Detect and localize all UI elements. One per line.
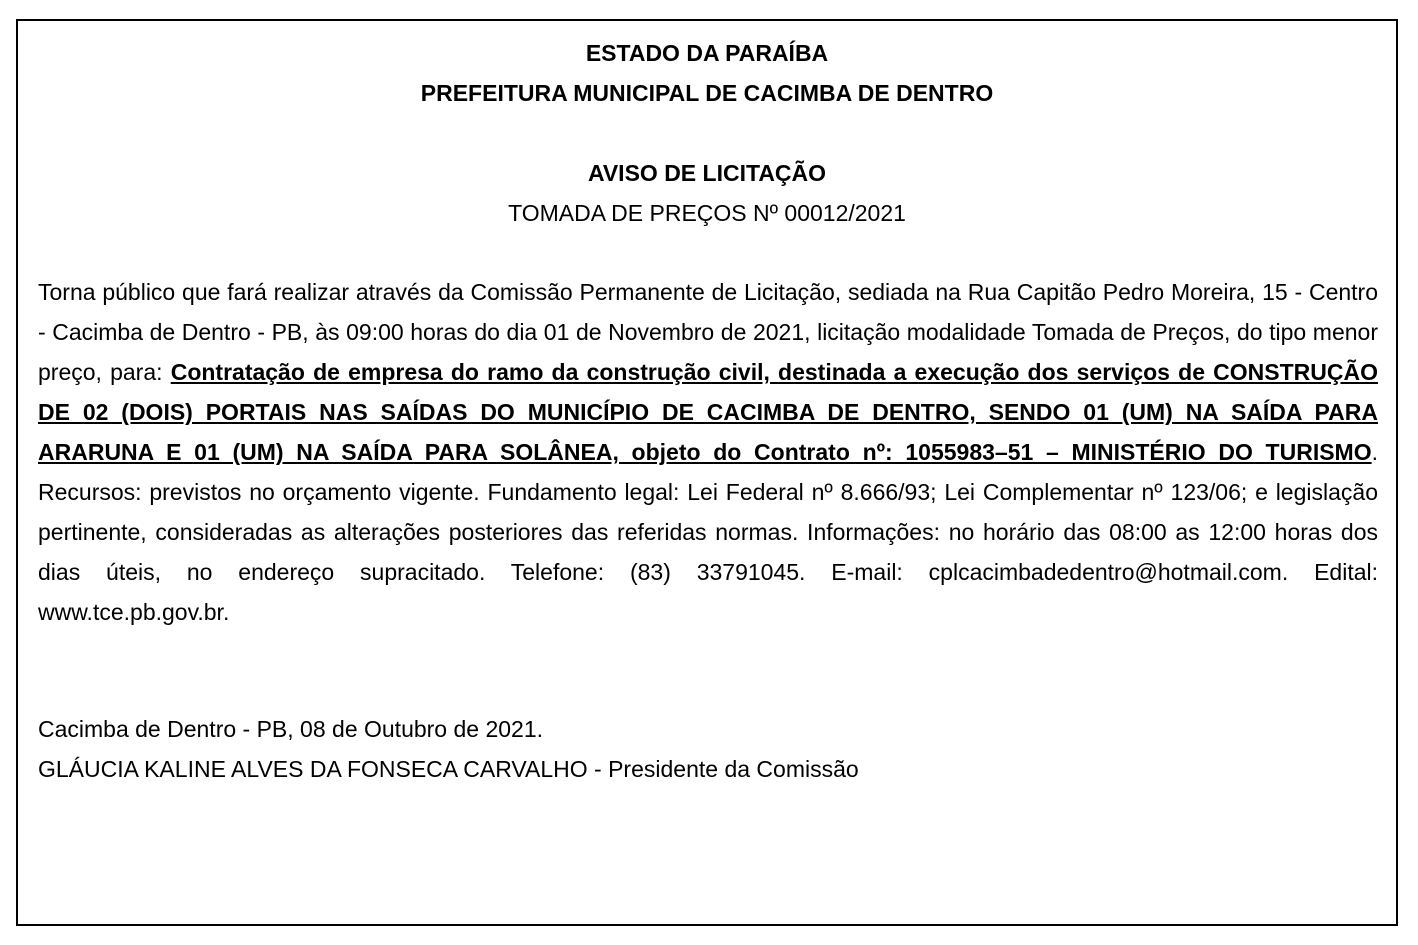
place-date: Cacimba de Dentro - PB, 08 de Outubro de 2021. <box>38 716 544 742</box>
body-rest: . Recursos: previstos no orçamento vigente. Fundamento legal: Lei Federal nº 8.666/93; Lei Complementar nº 123/06; e legislação pertinente, consideradas as alterações posteriores das referidas normas. Informações: no horário das 08:00 as 12:00 horas dos dias úteis, no endereço supracitado. Telefone: (83) 33791045. E-mail: cplcacimbadedentro@hotmail.com. Edital: www.tce.pb.gov.br. <box>38 439 1378 625</box>
notice-subtitle: TOMADA DE PREÇOS Nº 00012/2021 <box>508 200 906 226</box>
title-block <box>18 153 1396 233</box>
header-block <box>18 33 1396 113</box>
state-heading: ESTADO DA PARAÍBA <box>585 40 829 66</box>
notice-title: AVISO DE LICITAÇÃO <box>587 160 827 186</box>
body-intro: Torna público que fará realizar através da Comissão Permanente de Licitação, sediada na Rua Capitão Pedro Moreira, 15 - Centro - Cacimba de Dentro - PB, às 09:00 horas do dia 01 de Novembro de 2021, licitação modalidade Tomada de Preços, do tipo menor preço, para: <box>38 279 1378 385</box>
municipality-heading: PREFEITURA MUNICIPAL DE CACIMBA DE DENTRO <box>420 80 994 106</box>
closing-block <box>38 709 1378 789</box>
notice-box <box>16 19 1398 926</box>
body-object: Contratação de empresa do ramo da construção civil, destinada a execução dos serviços de CONSTRUÇÃO DE 02 (DOIS) PORTAIS NAS SAÍDAS DO MUNICÍPIO DE CACIMBA DE DENTRO, SENDO 01 (UM) NA SAÍDA PARA ARARUNA E 01 (UM) NA SAÍDA PARA SOLÂNEA, objeto do Contrato nº: 1055983–51 – MINISTÉRIO DO TURISMO <box>38 359 1378 465</box>
notice-body <box>38 272 1378 632</box>
signatory: GLÁUCIA KALINE ALVES DA FONSECA CARVALHO - Presidente da Comissão <box>38 756 859 782</box>
